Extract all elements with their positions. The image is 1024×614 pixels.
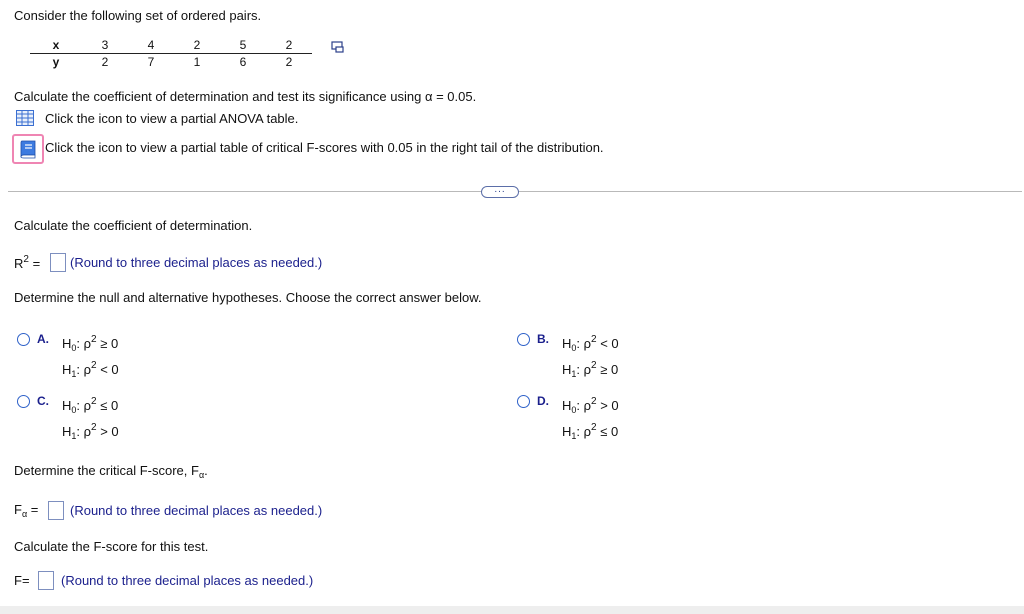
table-grid-icon[interactable] — [16, 110, 34, 126]
x-value: 2 — [266, 37, 312, 54]
r-label: R — [14, 256, 24, 271]
ordered-pairs-table — [30, 37, 312, 70]
part2-prompt: Determine the null and alternative hypotheses. Choose the correct answer below. — [14, 290, 482, 305]
option-c-radio[interactable] — [17, 395, 30, 408]
option-b-h0-value: < 0 — [600, 336, 619, 351]
book-icon — [19, 139, 37, 159]
option-d-h1-value: ≤ 0 — [600, 424, 619, 439]
option-a-letter: A. — [37, 332, 49, 346]
option-c-letter: C. — [37, 394, 49, 408]
option-c-h0-value: ≤ 0 — [100, 398, 119, 413]
task-text: Calculate the coefficient of determination and test its significance using α = 0.05. — [14, 89, 477, 104]
y-value: 1 — [193, 55, 201, 69]
x-value: 5 — [220, 37, 266, 54]
option-d-h0-value: > 0 — [600, 398, 619, 413]
y-value: 7 — [147, 55, 155, 69]
f-score-input[interactable] — [38, 571, 54, 590]
option-a-radio[interactable] — [17, 333, 30, 346]
option-b-letter: B. — [537, 332, 549, 346]
f-score-hint: (Round to three decimal places as needed.) — [61, 573, 314, 588]
x-value: 4 — [128, 37, 174, 54]
anova-link[interactable]: Click the icon to view a partial ANOVA table. — [45, 111, 299, 126]
option-d-h0: $H_0$: $\rho^2 > 0$ — [562, 396, 619, 415]
part3-prompt: Determine the critical F-score, $F_\alpha$. — [14, 463, 208, 480]
table-row-x — [30, 37, 312, 54]
part4-prompt: Calculate the F-score for this test. — [14, 539, 209, 554]
f-alpha-hint: (Round to three decimal places as needed.) — [70, 503, 323, 518]
f-alpha-label: $F_\alpha$ = — [14, 502, 39, 519]
equals-sign: = — [32, 256, 41, 271]
option-a-h0-value: ≥ 0 — [100, 336, 119, 351]
option-b-h1: $H_1$: $\rho^2 \ge 0$ — [562, 360, 619, 379]
option-b-h1-value: ≥ 0 — [600, 362, 619, 377]
y-header: y — [52, 55, 60, 69]
x-value: 2 — [174, 37, 220, 54]
question-intro: Consider the following set of ordered pairs. — [14, 8, 262, 23]
option-c-h1: $H_1$: $\rho^2 > 0$ — [62, 422, 119, 441]
option-d-letter: D. — [537, 394, 549, 408]
r-sup: 2 — [23, 254, 29, 265]
r-squared-hint: (Round to three decimal places as needed.) — [70, 255, 323, 270]
r-squared-label — [14, 254, 40, 271]
option-c-h1-value: > 0 — [100, 424, 119, 439]
option-d-radio[interactable] — [517, 395, 530, 408]
table-row-y — [30, 54, 312, 71]
x-header: x — [30, 37, 82, 54]
fscore-link[interactable]: Click the icon to view a partial table of critical F-scores with 0.05 in the right tail of the distribution. — [45, 140, 604, 155]
option-d-h1: $H_1$: $\rho^2 \le 0$ — [562, 422, 619, 441]
bottom-strip — [0, 606, 1024, 614]
option-c-h0: $H_0$: $\rho^2 \le 0$ — [62, 396, 119, 415]
option-a-h0: $H_0$: $\rho^2 \ge 0$ — [62, 334, 119, 353]
option-a-h1-value: < 0 — [100, 362, 119, 377]
y-value: 2 — [101, 55, 109, 69]
copy-data-icon[interactable] — [331, 41, 345, 53]
f-alpha-input[interactable] — [48, 501, 64, 520]
option-b-radio[interactable] — [517, 333, 530, 346]
f-label: F= — [14, 573, 30, 588]
fscore-table-button[interactable] — [12, 134, 44, 164]
option-a-h1: $H_1$: $\rho^2 < 0$ — [62, 360, 119, 379]
more-button[interactable]: ... — [481, 186, 519, 198]
y-value: 2 — [285, 55, 293, 69]
r-squared-input[interactable] — [50, 253, 66, 272]
y-value: 6 — [239, 55, 247, 69]
option-b-h0: $H_0$: $\rho^2 < 0$ — [562, 334, 619, 353]
part1-prompt: Calculate the coefficient of determination. — [14, 218, 253, 233]
x-value: 3 — [82, 37, 128, 54]
